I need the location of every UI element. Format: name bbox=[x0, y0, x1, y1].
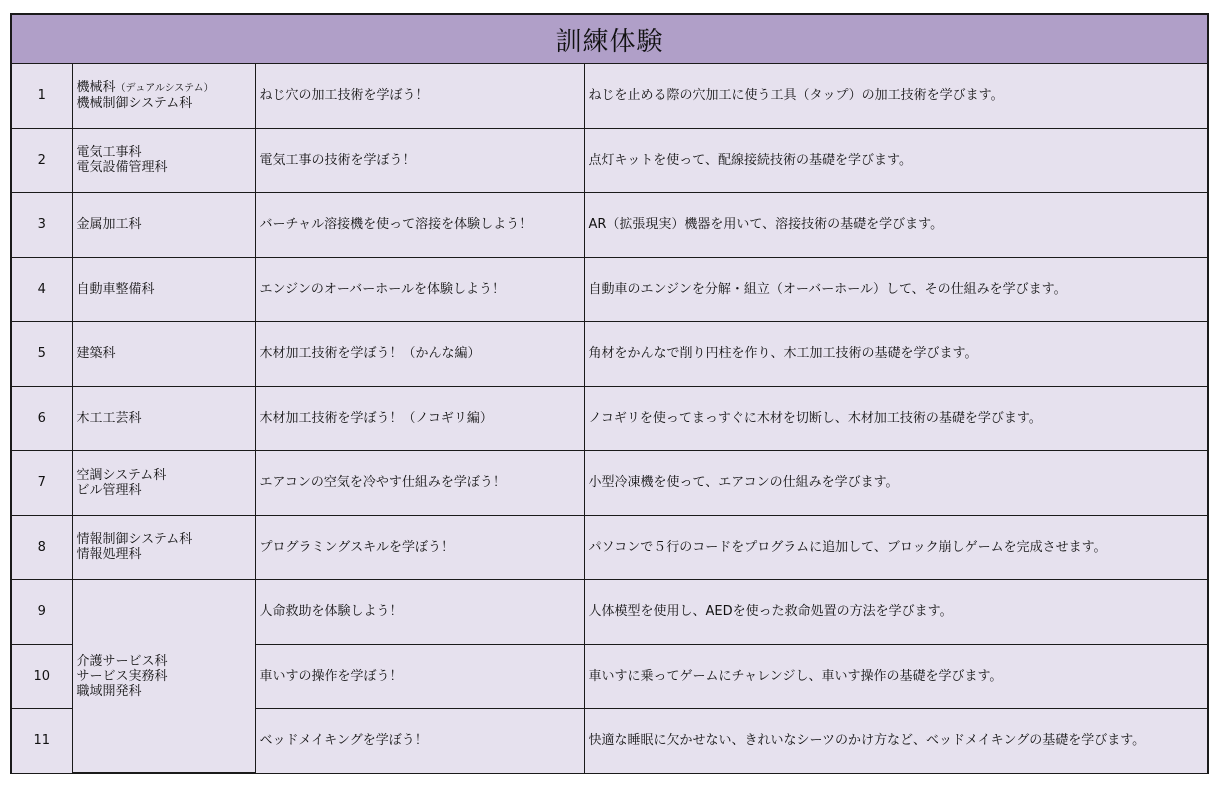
course-description: 人体模型を使用し、AEDを使った救命処置の方法を学びます。 bbox=[584, 580, 1207, 645]
training-table bbox=[12, 64, 1207, 773]
course-title: エンジンのオーバーホールを体験しよう！ bbox=[255, 257, 584, 322]
department-name: 建築科 bbox=[76, 346, 116, 362]
row-number: 2 bbox=[12, 128, 72, 193]
course-title: 車いすの操作を学ぼう！ bbox=[255, 644, 584, 709]
department-name: 情報処理科 bbox=[76, 547, 142, 563]
table-row bbox=[12, 193, 1207, 258]
department-cell bbox=[72, 451, 255, 516]
course-title: 木材加工技術を学ぼう！（ノコギリ編） bbox=[255, 386, 584, 451]
department-name: 自動車整備科 bbox=[76, 281, 155, 297]
course-title: ベッドメイキングを学ぼう！ bbox=[255, 709, 584, 773]
course-title: プログラミングスキルを学ぼう！ bbox=[255, 515, 584, 580]
department-cell bbox=[72, 128, 255, 193]
row-number: 6 bbox=[12, 386, 72, 451]
course-title: ねじ穴の加工技術を学ぼう！ bbox=[255, 64, 584, 128]
course-description: AR（拡張現実）機器を用いて、溶接技術の基礎を学びます。 bbox=[584, 193, 1207, 258]
department-cell bbox=[72, 322, 255, 387]
course-title: バーチャル溶接機を使って溶接を体験しよう！ bbox=[255, 193, 584, 258]
department-name: 介護サービス科 bbox=[76, 653, 168, 669]
course-description: ねじを止める際の穴加工に使う工具（タップ）の加工技術を学びます。 bbox=[584, 64, 1207, 128]
table-row bbox=[12, 64, 1207, 128]
department-name: ビル管理科 bbox=[76, 482, 142, 498]
table-row bbox=[12, 257, 1207, 322]
department-name: 電気設備管理科 bbox=[76, 160, 168, 176]
department-name: 機械制御システム科 bbox=[76, 96, 193, 112]
course-description: 点灯キットを使って、配線接続技術の基礎を学びます。 bbox=[584, 128, 1207, 193]
table-row bbox=[12, 322, 1207, 387]
department-name: 機械科 bbox=[76, 80, 116, 96]
training-table-sheet bbox=[10, 13, 1209, 774]
course-description: 快適な睡眠に欠かせない、きれいなシーツのかけ方など、ベッドメイキングの基礎を学びます。 bbox=[584, 709, 1207, 773]
row-number: 7 bbox=[12, 451, 72, 516]
department-name: 空調システム科 bbox=[76, 467, 167, 483]
department-name: 金属加工科 bbox=[76, 217, 142, 233]
course-title: 木材加工技術を学ぼう！（かんな編） bbox=[255, 322, 584, 387]
row-number: 8 bbox=[12, 515, 72, 580]
department-cell bbox=[72, 64, 255, 128]
course-description: 車いすに乗ってゲームにチャレンジし、車いす操作の基礎を学びます。 bbox=[584, 644, 1207, 709]
table-row bbox=[12, 128, 1207, 193]
course-title: 人命救助を体験しよう！ bbox=[255, 580, 584, 645]
row-number: 3 bbox=[12, 193, 72, 258]
department-line bbox=[77, 80, 251, 96]
row-number: 5 bbox=[12, 322, 72, 387]
department-name: 電気工事科 bbox=[76, 145, 142, 161]
row-number: 11 bbox=[12, 709, 72, 773]
course-description: パソコンで５行のコードをプログラムに追加して、ブロック崩しゲームを完成させます。 bbox=[584, 515, 1207, 580]
course-title: 電気工事の技術を学ぼう！ bbox=[255, 128, 584, 193]
department-cell bbox=[72, 193, 255, 258]
department-name: 木工工芸科 bbox=[76, 410, 142, 426]
department-name: 職域開発科 bbox=[76, 683, 142, 699]
department-cell bbox=[72, 257, 255, 322]
row-number: 4 bbox=[12, 257, 72, 322]
page-title: 訓練体験 bbox=[12, 15, 1207, 64]
department-name: 情報制御システム科 bbox=[76, 532, 193, 548]
department-note: （デュアルシステム） bbox=[115, 83, 214, 95]
table-row bbox=[12, 515, 1207, 580]
department-name: サービス実務科 bbox=[76, 668, 168, 684]
course-description: 小型冷凍機を使って、エアコンの仕組みを学びます。 bbox=[584, 451, 1207, 516]
course-description: 角材をかんなで削り円柱を作り、木工加工技術の基礎を学びます。 bbox=[584, 322, 1207, 387]
department-cell bbox=[72, 386, 255, 451]
course-description: 自動車のエンジンを分解・組立（オーバーホール）して、その仕組みを学びます。 bbox=[584, 257, 1207, 322]
table-row bbox=[12, 580, 1207, 645]
row-number: 10 bbox=[12, 644, 72, 709]
department-cell-merged bbox=[72, 580, 255, 773]
department-cell bbox=[72, 515, 255, 580]
row-number: 9 bbox=[12, 580, 72, 645]
table-row bbox=[12, 386, 1207, 451]
course-description: ノコギリを使ってまっすぐに木材を切断し、木材加工技術の基礎を学びます。 bbox=[584, 386, 1207, 451]
course-title: エアコンの空気を冷やす仕組みを学ぼう！ bbox=[255, 451, 584, 516]
row-number: 1 bbox=[12, 64, 72, 128]
table-row bbox=[12, 451, 1207, 516]
